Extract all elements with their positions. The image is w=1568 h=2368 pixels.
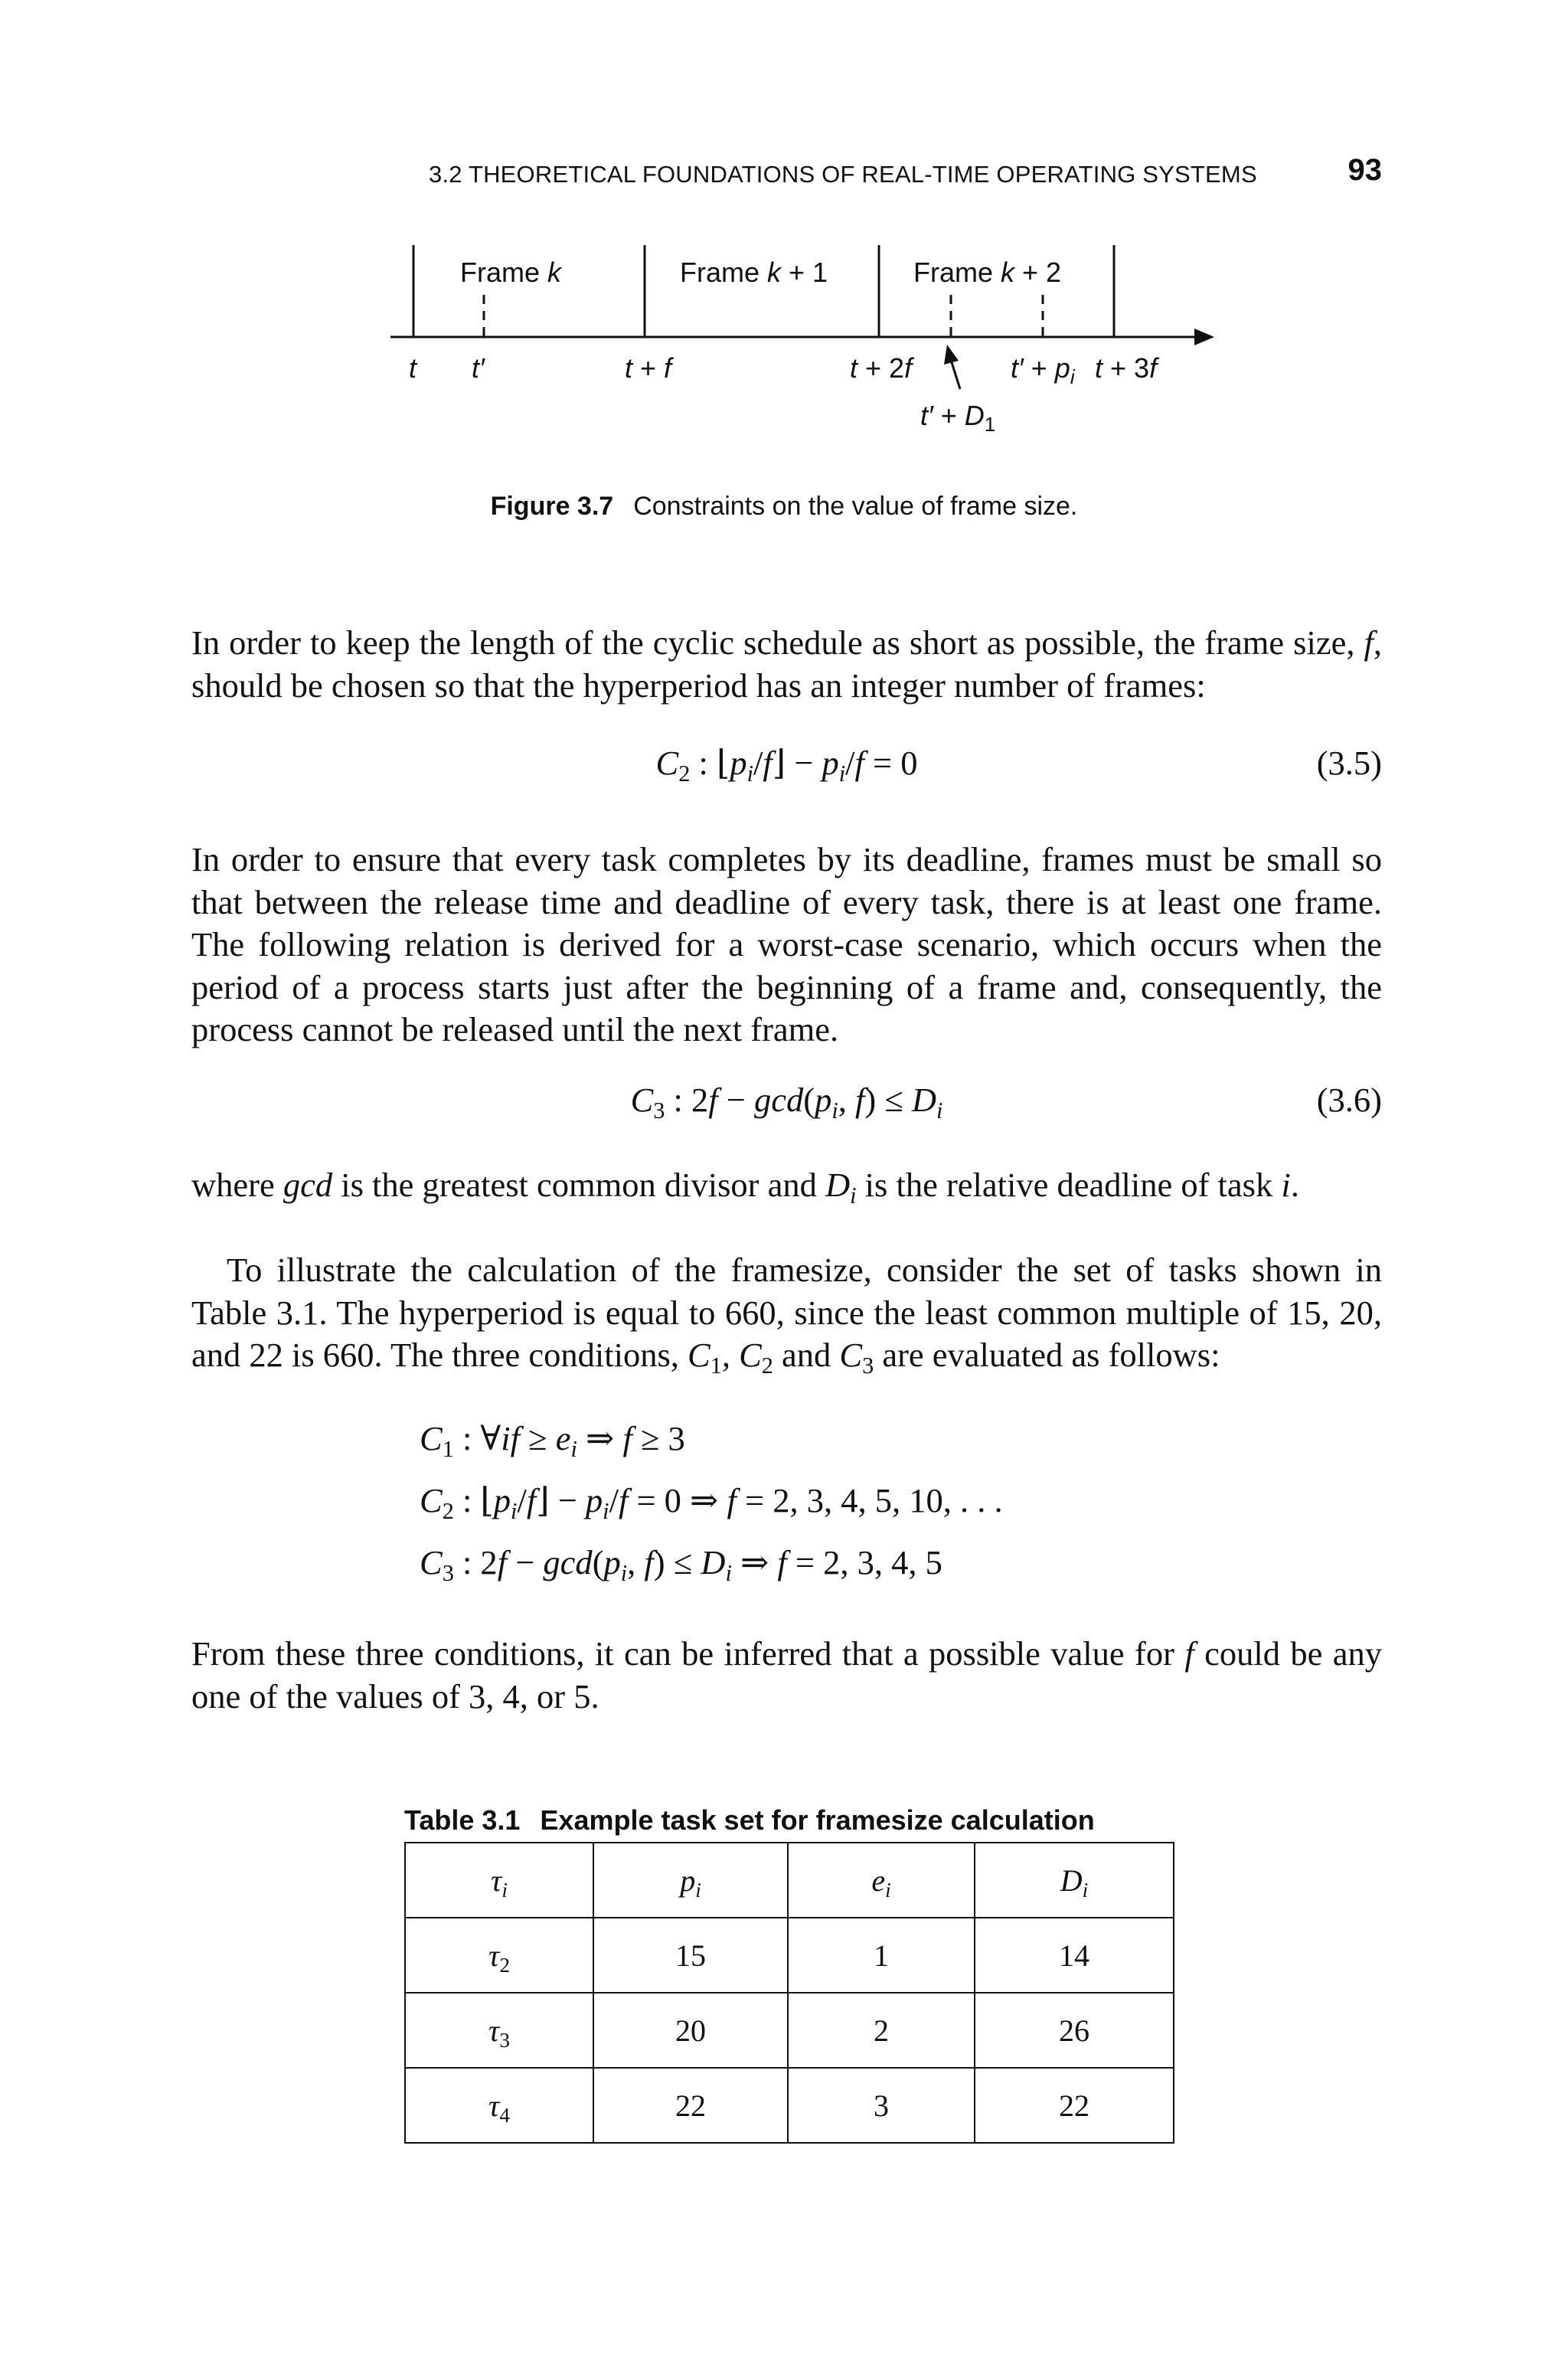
frame-k-label: Frame k <box>460 257 562 288</box>
deadline-cell: 26 <box>975 1993 1174 2068</box>
table-header-row <box>405 1843 1174 1918</box>
time-label-t-plus-3f: t + 3f <box>1095 352 1158 384</box>
equation-3-5 <box>191 743 1382 786</box>
time-label-t-prime: t′ <box>472 352 485 384</box>
execution-cell: 2 <box>788 1993 975 2068</box>
condition-c3: $C_3$ : $2f - \gcd(p_i$, $f) \le D_i$ ⇒ f = 2, 3, 4, 5 <box>420 1543 942 1587</box>
period-cell: 15 <box>593 1918 788 1993</box>
task-cell: $\tau_2$ <box>405 1918 593 1993</box>
time-label-t: t <box>409 352 417 384</box>
paragraph-conclusion: From these three conditions, it can be inferred that a possible value for f could be any one of the values of 3, 4, or 5. <box>191 1634 1382 1715</box>
deadline-label: $t' + D_1$ <box>920 400 996 436</box>
table-caption-text: Example task set for framesize calculation <box>540 1804 1095 1836</box>
time-label-t-plus-2f: t + 2f <box>850 352 913 384</box>
deadline-cell: 14 <box>975 1918 1174 1993</box>
page-number: 93 <box>1348 153 1382 187</box>
table-caption-label: Table 3.1 <box>404 1804 521 1836</box>
header-task: $\tau_i$ <box>405 1843 593 1918</box>
time-label-t-plus-f: t + f <box>625 352 672 384</box>
paragraph-gcd-definition: where gcd is the greatest common divisor and $D_i$ is the relative deadline of task i. <box>191 1166 1299 1209</box>
task-set-table <box>404 1842 1174 2144</box>
frame-k-plus-1-label: Frame k + 1 <box>680 257 828 288</box>
equation-3-5-body: $C_2$ : $⌊p_i/f⌋ - p_i/f = 0$ <box>655 744 918 787</box>
equation-3-6-body: $C_3$ : $2f - \gcd(p_i$, $f) \le D_i$ <box>630 1081 943 1124</box>
frame-timeline-diagram <box>368 222 1217 452</box>
equation-3-6-number: (3.6) <box>1316 1081 1382 1119</box>
condition-c2: $C_2$ : $⌊p_i/f⌋ - p_i/f = 0$ ⇒ f = 2, 3, 4, 5, 10, . . . <box>420 1481 1003 1525</box>
axis-arrowhead <box>1194 329 1214 345</box>
table-row <box>405 1918 1174 1993</box>
figure-caption-text: Constraints on the value of frame size. <box>633 492 1078 521</box>
header-deadline: $D_i$ <box>975 1843 1174 1918</box>
figure-caption <box>0 492 1568 522</box>
table-row <box>405 2068 1174 2143</box>
deadline-pointer-arrowhead <box>944 345 959 365</box>
header-execution-time: $e_i$ <box>788 1843 975 1918</box>
table-row <box>405 1993 1174 2068</box>
frame-k-plus-2-label: Frame k + 2 <box>913 257 1062 288</box>
period-cell: 22 <box>593 2068 788 2143</box>
period-cell: 20 <box>593 1993 788 2068</box>
equation-3-5-number: (3.5) <box>1316 744 1382 782</box>
paragraph-frame-size-intro: In order to keep the length of the cyclic schedule as short as possible, the frame size, f, should be chosen so that the hyperperiod has an integer number of frames: <box>191 623 1382 705</box>
deadline-pointer-line <box>951 360 960 389</box>
task-cell: $\tau_4$ <box>405 2068 593 2143</box>
task-cell: $\tau_3$ <box>405 1993 593 2068</box>
execution-cell: 3 <box>788 2068 975 2143</box>
paragraph-deadline-constraint: In order to ensure that every task completes by its deadline, frames must be small so that between the release time and deadline of every task, there is at least one frame. The following relation is derived for a worst-case scenario, which occurs when the period of a process starts just after the beginning of a frame and, consequently, the process cannot be released until the next frame. <box>191 840 1382 1048</box>
equation-3-6 <box>191 1080 1382 1123</box>
condition-c1: $C_1$ : ∀if ≥ $e_i$ ⇒ f ≥ 3 <box>420 1419 685 1463</box>
running-title: 3.2 THEORETICAL FOUNDATIONS OF REAL-TIME OPERATING SYSTEMS <box>429 161 1257 188</box>
header-period: $p_i$ <box>593 1843 788 1918</box>
figure-caption-label: Figure 3.7 <box>490 492 614 521</box>
running-header <box>429 153 1382 199</box>
deadline-cell: 22 <box>975 2068 1174 2143</box>
execution-cell: 1 <box>788 1918 975 1993</box>
time-label-t-prime-plus-pi: $t' + p_i$ <box>1011 352 1075 388</box>
table-caption <box>404 1804 1095 1837</box>
paragraph-example-intro: To illustrate the calculation of the framesize, consider the set of tasks shown in Table 3.1. The hyperperiod is equal to 660, since the least common multiple of 15, 20, and 22 is 660. The three conditions, $C_1$, $C_2$ and $C_3$ are evaluated as follows: <box>191 1251 1382 1379</box>
